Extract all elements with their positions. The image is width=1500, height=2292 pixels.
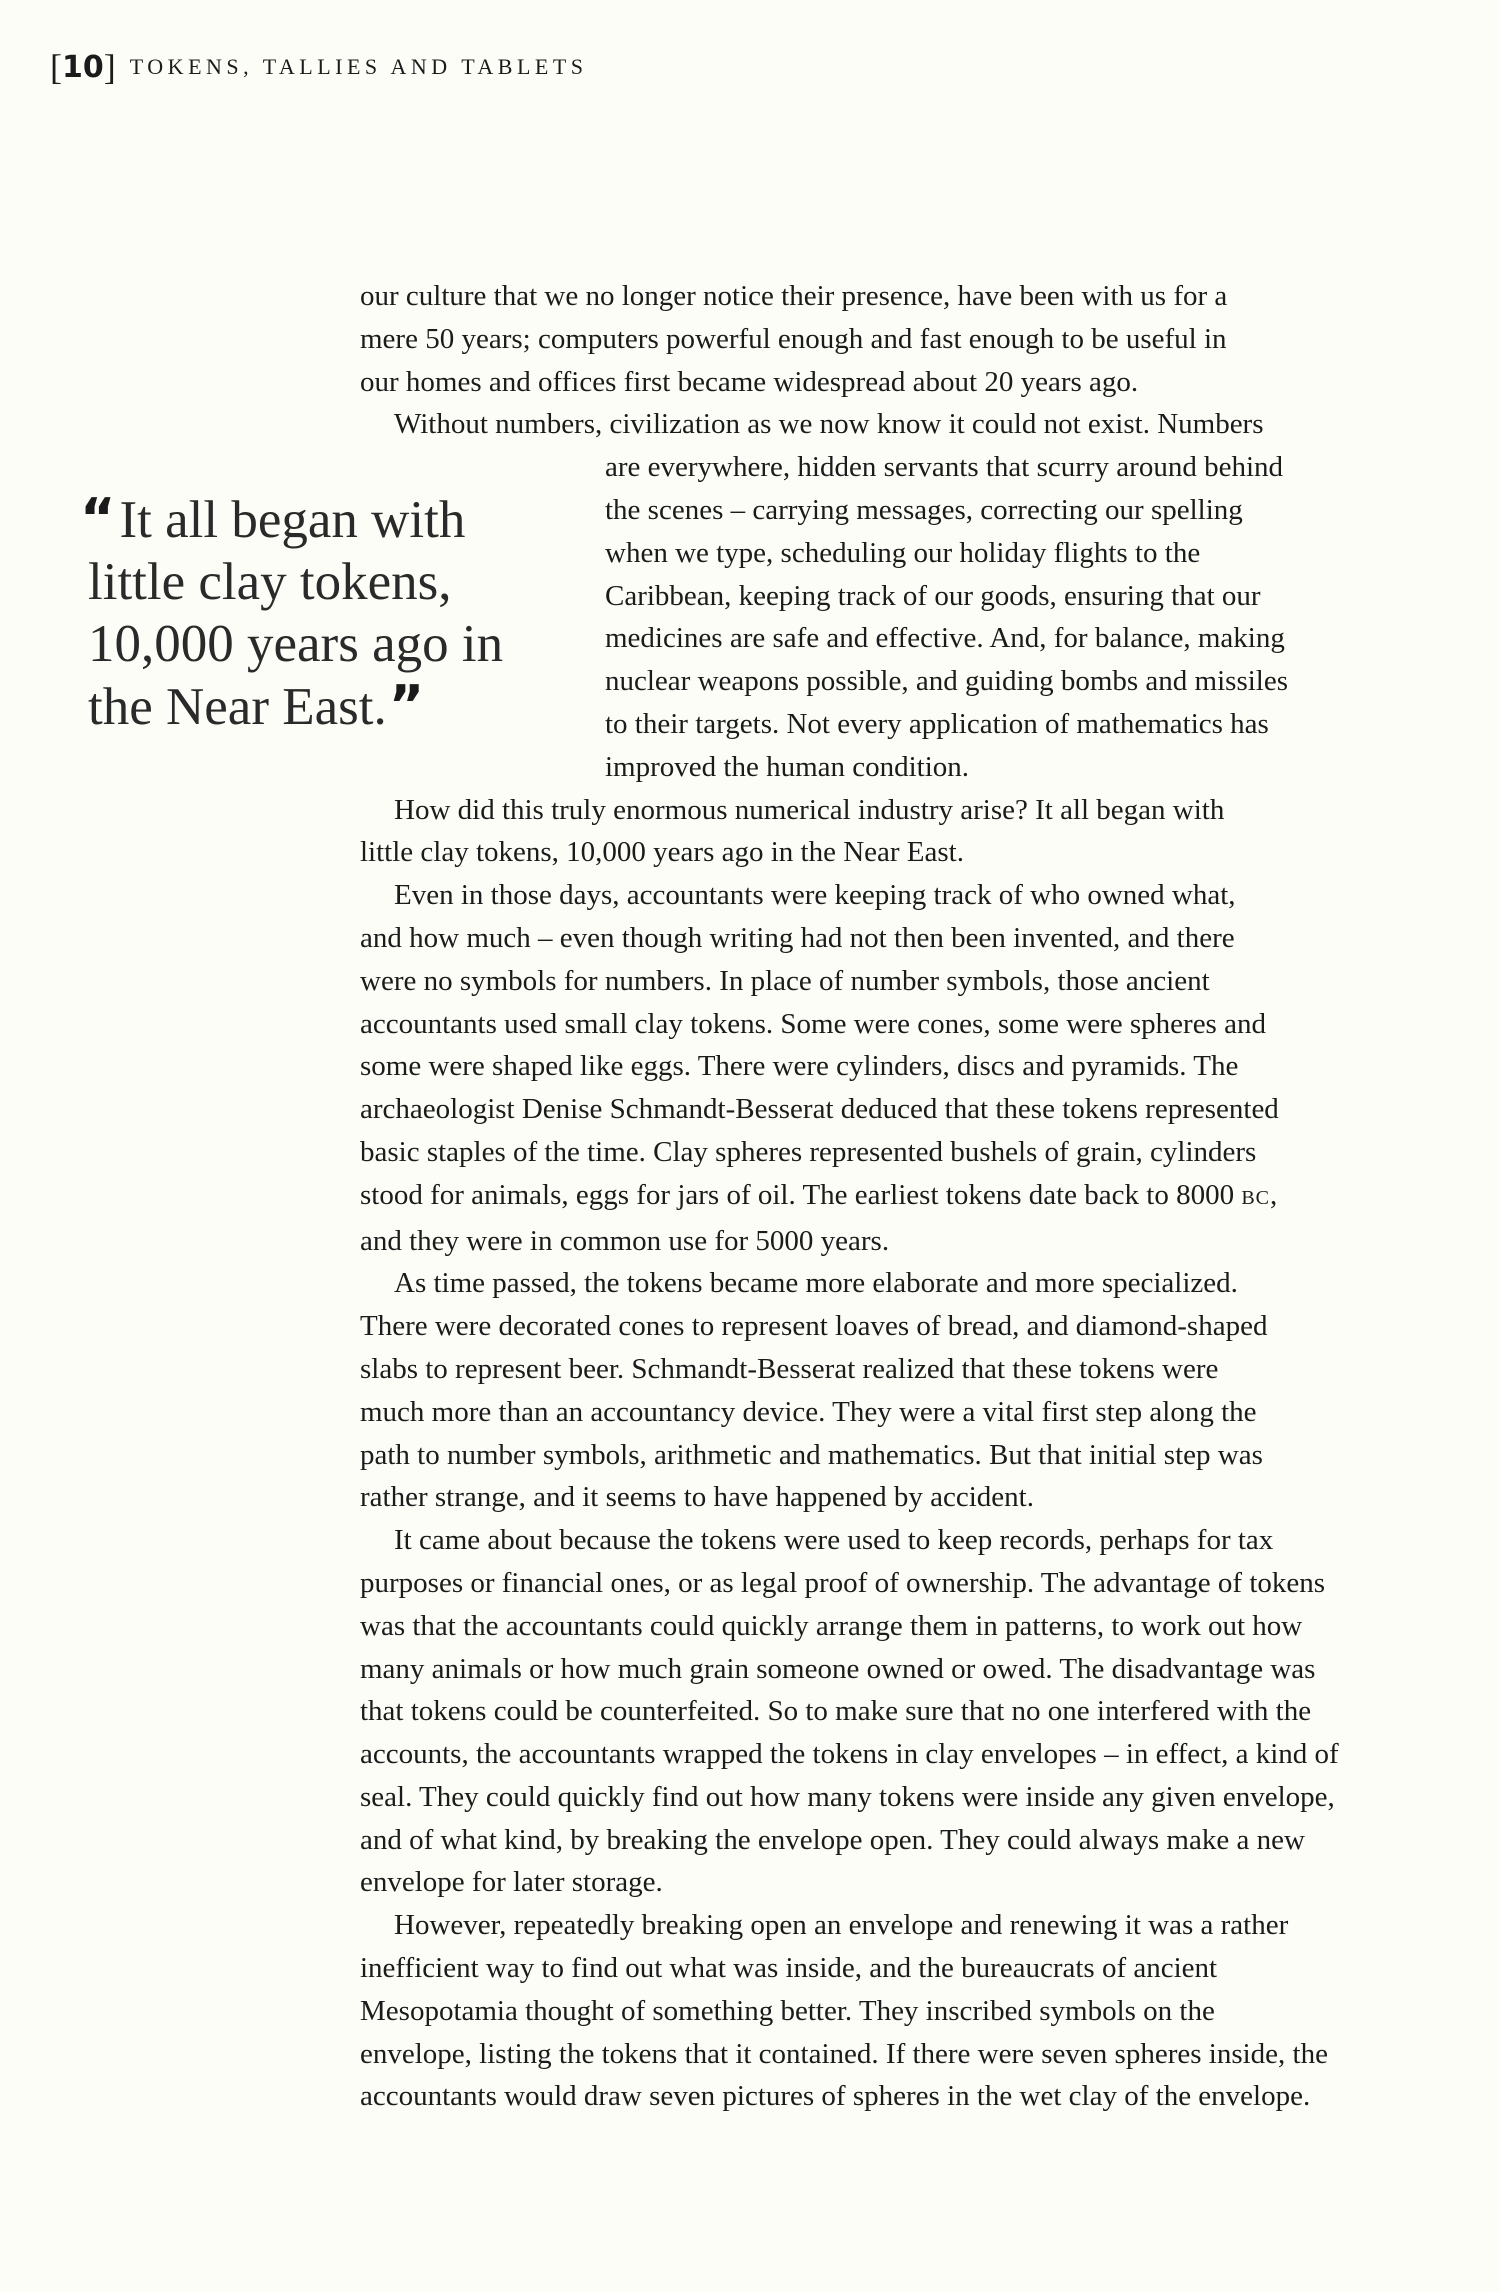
text-line: archaeologist Denise Schmandt-Besserat deduced that these tokens represented bbox=[360, 1093, 1279, 1126]
pull-quote-line: little clay tokens, bbox=[88, 553, 452, 611]
text-line: and they were in common use for 5000 years. bbox=[360, 1224, 890, 1257]
running-title: TOKENS, TALLIES AND TABLETS bbox=[129, 54, 588, 79]
pull-quote-line: the Near East. bbox=[88, 678, 387, 736]
close-quote-mark: ” bbox=[388, 674, 425, 737]
text-line: accountants would draw seven pictures of spheres in the wet clay of the envelope. bbox=[360, 2080, 1311, 2113]
text-line: medicines are safe and effective. And, for balance, making bbox=[605, 622, 1285, 655]
text-line: nuclear weapons possible, and guiding bombs and missiles bbox=[605, 665, 1289, 698]
text-line: There were decorated cones to represent loaves of bread, and diamond-shaped bbox=[360, 1310, 1268, 1343]
text-line: Caribbean, keeping track of our goods, ensuring that our bbox=[605, 579, 1261, 612]
small-caps-abbreviation: BC bbox=[1241, 1186, 1271, 1209]
text-line: some were shaped like eggs. There were cylinders, discs and pyramids. The bbox=[360, 1050, 1239, 1083]
text-line: accountants used small clay tokens. Some were cones, some were spheres and bbox=[360, 1007, 1266, 1040]
text-line: Mesopotamia thought of something better. They inscribed symbols on the bbox=[360, 1994, 1215, 2027]
page-number-bracket-close: ] bbox=[103, 47, 116, 87]
text-line: was that the accountants could quickly arrange them in patterns, to work out how bbox=[360, 1609, 1303, 1642]
text-line: Without numbers, civilization as we now know it could not exist. Numbers bbox=[394, 408, 1264, 441]
text-line: were no symbols for numbers. In place of number symbols, those ancient bbox=[360, 964, 1210, 997]
pull-quote-line: It all began with bbox=[119, 491, 466, 549]
text-line: How did this truly enormous numerical industry arise? It all began with bbox=[394, 793, 1225, 826]
pull-quote-line: 10,000 years ago in bbox=[88, 615, 504, 673]
text-line: to their targets. Not every application of mathematics has bbox=[605, 707, 1269, 740]
text-line: envelope for later storage. bbox=[360, 1866, 663, 1899]
text-line: mere 50 years; computers powerful enough and fast enough to be useful in bbox=[360, 322, 1227, 355]
text-line: and how much – even though writing had not then been invented, and there bbox=[360, 921, 1235, 954]
text-line: path to number symbols, arithmetic and mathematics. But that initial step was bbox=[360, 1438, 1263, 1471]
text-line: are everywhere, hidden servants that scurry around behind bbox=[605, 451, 1284, 484]
text-line: However, repeatedly breaking open an envelope and renewing it was a rather bbox=[394, 1909, 1289, 1942]
text-line: Even in those days, accountants were keeping track of who owned what, bbox=[394, 879, 1236, 912]
text-line: accounts, the accountants wrapped the tokens in clay envelopes – in effect, a kind of bbox=[360, 1738, 1339, 1771]
body-text bbox=[360, 275, 1398, 2118]
text-segment: , bbox=[1270, 1178, 1278, 1211]
text-line: little clay tokens, 10,000 years ago in the Near East. bbox=[360, 836, 964, 869]
page-number-bracket-open: [ bbox=[50, 47, 62, 87]
text-line: envelope, listing the tokens that it contained. If there were seven spheres inside, the bbox=[360, 2037, 1328, 2070]
text-line bbox=[360, 1174, 1398, 1220]
text-line: much more than an accountancy device. They were a vital first step along the bbox=[360, 1395, 1257, 1428]
text-line: basic staples of the time. Clay spheres represented bushels of grain, cylinders bbox=[360, 1135, 1257, 1168]
text-line: As time passed, the tokens became more elaborate and more specialized. bbox=[394, 1267, 1238, 1300]
text-segment: stood for animals, eggs for jars of oil. The earliest tokens date back to 8000 bbox=[360, 1178, 1235, 1211]
text-line: It came about because the tokens were used to keep records, perhaps for tax bbox=[394, 1524, 1274, 1557]
text-line: many animals or how much grain someone owned or owed. The disadvantage was bbox=[360, 1652, 1316, 1685]
running-header bbox=[50, 46, 588, 88]
text-line: slabs to represent beer. Schmandt-Besserat realized that these tokens were bbox=[360, 1352, 1219, 1385]
text-line: rather strange, and it seems to have happened by accident. bbox=[360, 1481, 1034, 1514]
text-line: our homes and offices first became widespread about 20 years ago. bbox=[360, 365, 1139, 398]
text-line: seal. They could quickly find out how many tokens were inside any given envelope, bbox=[360, 1780, 1335, 1813]
text-line: when we type, scheduling our holiday flights to the bbox=[605, 536, 1201, 569]
text-line: and of what kind, by breaking the envelope open. They could always make a new bbox=[360, 1823, 1305, 1856]
text-line: that tokens could be counterfeited. So to make sure that no one interfered with the bbox=[360, 1695, 1312, 1728]
text-line: inefficient way to find out what was inside, and the bureaucrats of ancient bbox=[360, 1952, 1218, 1985]
text-line: the scenes – carrying messages, correcting our spelling bbox=[605, 493, 1243, 526]
text-line: improved the human condition. bbox=[605, 750, 970, 783]
page-number: 10 bbox=[62, 50, 104, 85]
open-quote-mark: “ bbox=[80, 487, 116, 550]
text-line: purposes or financial ones, or as legal proof of ownership. The advantage of tokens bbox=[360, 1566, 1326, 1599]
text-line: our culture that we no longer notice their presence, have been with us for a bbox=[360, 280, 1228, 312]
